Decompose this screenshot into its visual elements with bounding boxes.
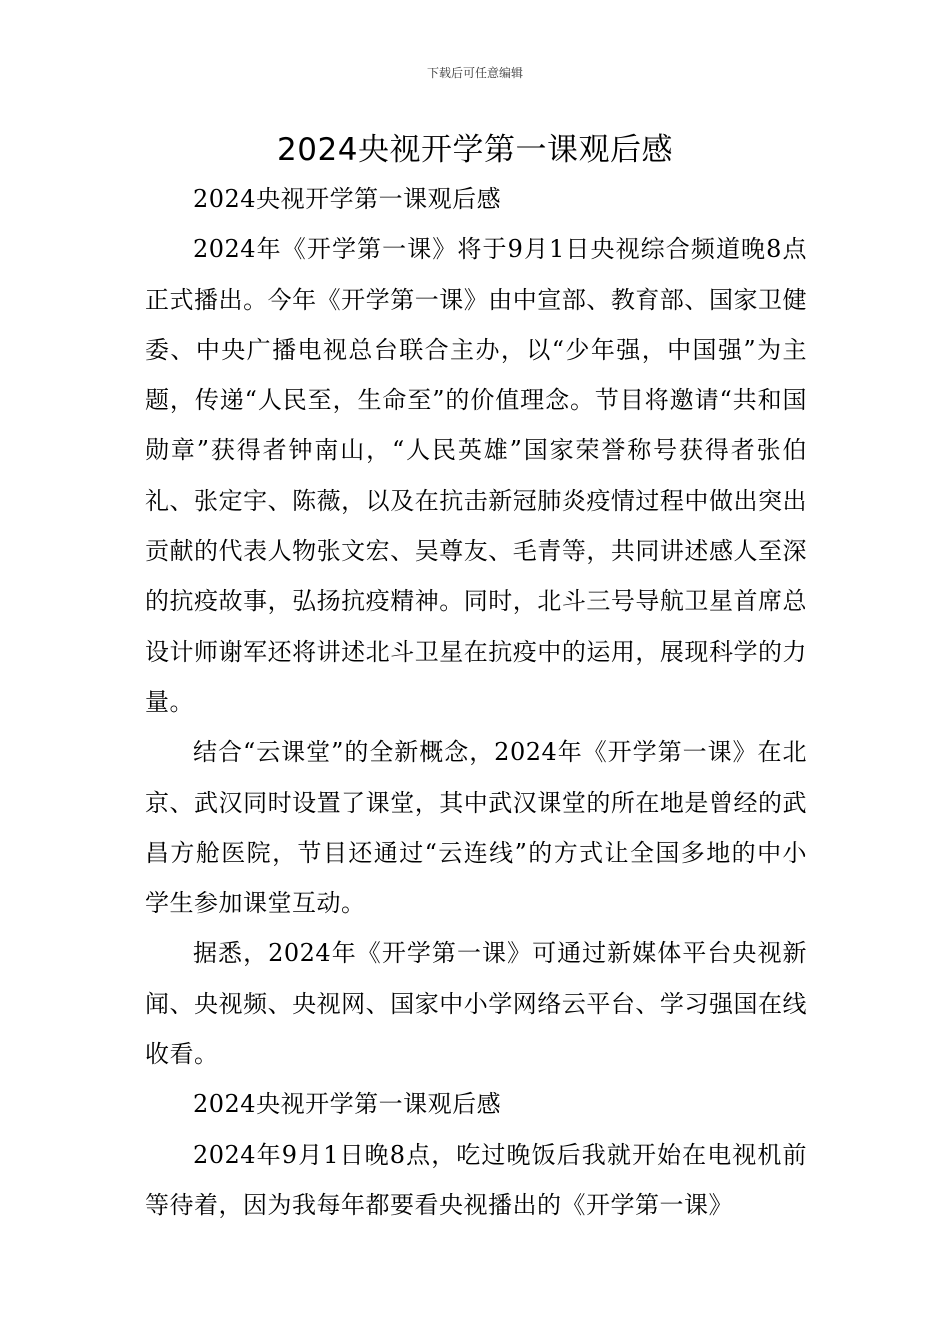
page-header-note: 下载后可任意编辑 xyxy=(426,66,523,80)
section-heading: 2024央视开学第一课观后感 xyxy=(193,1090,502,1119)
body-paragraph: 2024年9月1日晚8点，吃过晚饭后我就开始在电视机前等待着，因为我每年都要看央视播出的《开学第一课》 xyxy=(145,1140,807,1219)
document-title: 2024央视开学第一课观后感 xyxy=(277,132,673,168)
document-body xyxy=(145,174,807,1230)
body-paragraph: 据悉，2024年《开学第一课》可通过新媒体平台央视新闻、央视频、央视网、国家中小学网络云平台、学习强国在线收看。 xyxy=(145,939,807,1069)
body-paragraph: 结合“云课堂”的全新概念，2024年《开学第一课》在北京、武汉同时设置了课堂，其中武汉课堂的所在地是曾经的武昌方舱医院，节目还通过“云连线”的方式让全国多地的中小学生参加课堂互动。 xyxy=(145,738,807,918)
body-paragraph: 2024年《开学第一课》将于9月1日央视综合频道晚8点正式播出。今年《开学第一课》由中宣部、教育部、国家卫健委、中央广播电视总台联合主办，以“少年强，中国强”为主题，传递“人民至，生命至”的价值理念。节目将邀请“共和国勋章”获得者钟南山，“人民英雄”国家荣誉称号获得者张伯礼、张定宇、陈薇，以及在抗击新冠肺炎疫情过程中做出突出贡献的代表人物张文宏、吴尊友、毛青等，共同讲述感人至深的抗疫故事，弘扬抗疫精神。同时，北斗三号导航卫星首席总设计师谢军还将讲述北斗卫星在抗疫中的运用，展现科学的力量。 xyxy=(145,235,807,716)
section-heading: 2024央视开学第一课观后感 xyxy=(193,185,502,213)
